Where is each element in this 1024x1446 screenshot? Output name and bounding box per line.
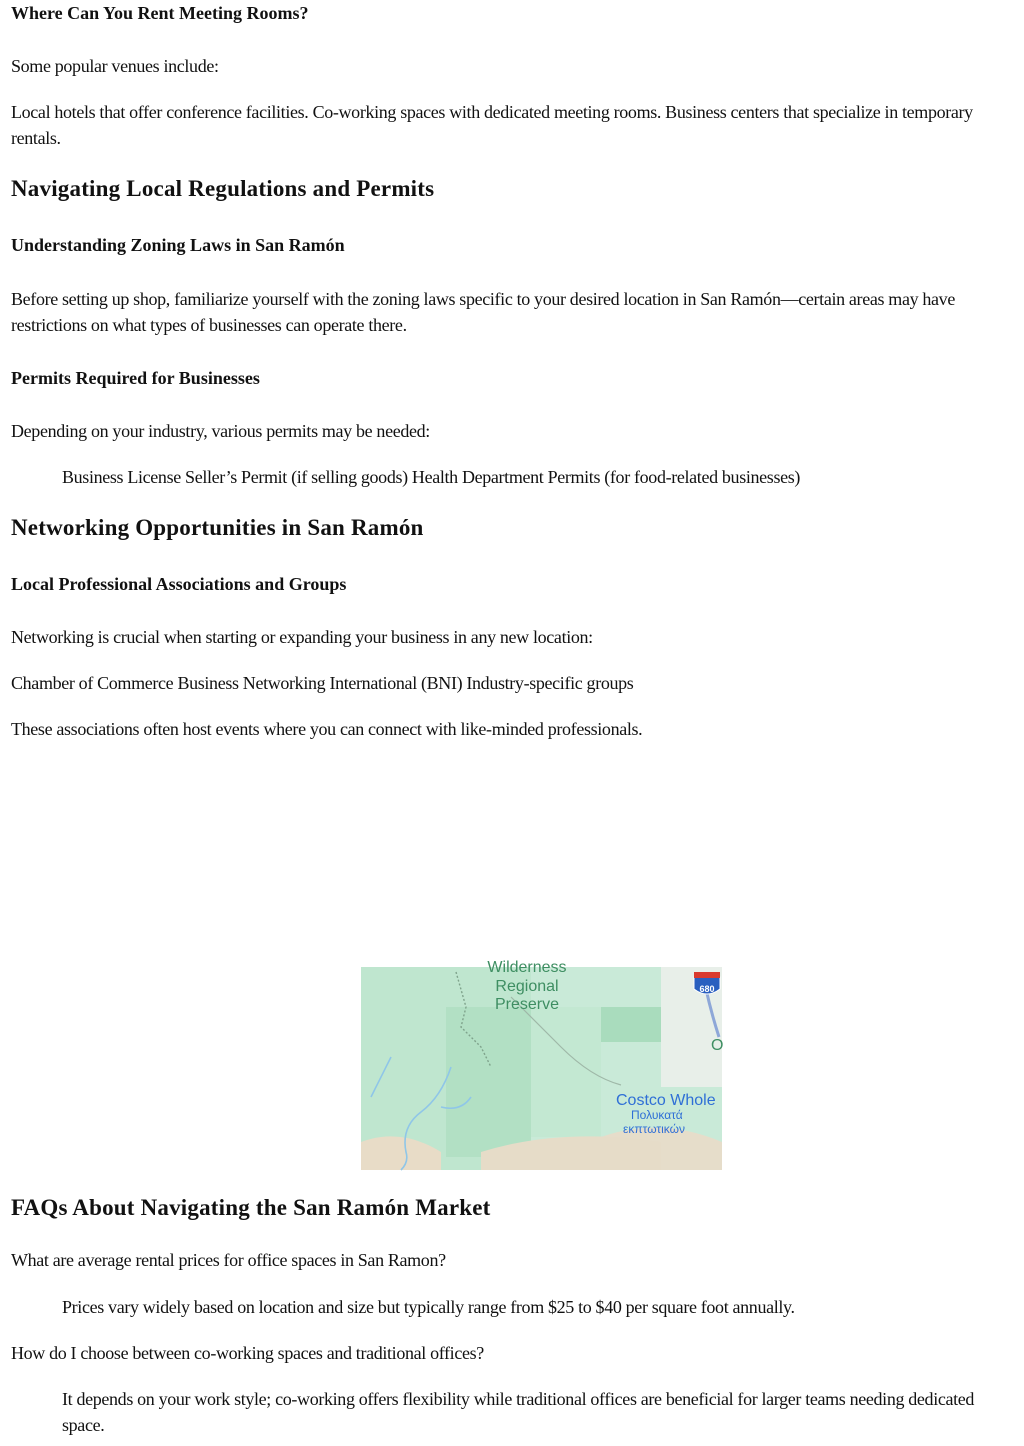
faq-answer-1: Prices vary widely based on location and size but typically range from $25 to $40 per square foot annually. xyxy=(62,1297,795,1317)
zoning-heading: Understanding Zoning Laws in San Ramón xyxy=(11,235,345,255)
embedded-map[interactable] xyxy=(361,959,724,1170)
rent-list: Local hotels that offer conference facilities. Co-working spaces with dedicated meeting rooms. Business centers that specialize in temporary rentals. xyxy=(11,102,973,148)
faq-question-1: What are average rental prices for office spaces in San Ramon? xyxy=(11,1250,446,1270)
map-label-o: O xyxy=(711,1037,724,1054)
associations-heading: Local Professional Associations and Groups xyxy=(11,574,347,594)
rent-heading: Where Can You Rent Meeting Rooms? xyxy=(11,3,309,23)
faq-question-2: How do I choose between co-working spaces and traditional offices? xyxy=(11,1343,484,1363)
permits-list: Business License Seller’s Permit (if selling goods) Health Department Permits (for food-related businesses) xyxy=(62,467,801,487)
highway-shield-label: 680 xyxy=(699,984,715,994)
faq-heading: FAQs About Navigating the San Ramón Market xyxy=(11,1195,491,1220)
permits-intro: Depending on your industry, various permits may be needed: xyxy=(11,421,430,441)
park-area-center xyxy=(446,1007,531,1157)
map-label-regional: Regional xyxy=(495,978,559,995)
regulations-heading: Navigating Local Regulations and Permits xyxy=(11,176,435,201)
park-area-north xyxy=(601,1007,661,1042)
faq-answer-2: It depends on your work style; co-working offers flexibility while traditional offices are beneficial for larger teams needing dedicated space. xyxy=(62,1389,975,1435)
networking-heading: Networking Opportunities in San Ramón xyxy=(11,515,424,540)
park-area-east xyxy=(531,1007,601,1137)
map-label-preserve: Preserve xyxy=(494,996,560,1013)
associations-intro: Networking is crucial when starting or expanding your business in any new location: xyxy=(11,627,593,647)
map-canvas xyxy=(361,959,724,1170)
map-label-greek-2: εκπτωτικών xyxy=(623,1122,686,1136)
permits-heading: Permits Required for Businesses xyxy=(11,368,260,388)
map-label-costco: Costco Whole xyxy=(616,1092,716,1109)
highway-shield-icon xyxy=(694,972,720,994)
associations-outro: These associations often host events where you can connect with like-minded professionals. xyxy=(11,719,643,739)
rent-intro: Some popular venues include: xyxy=(11,56,219,76)
map-label-wilderness: Wilderness xyxy=(487,959,567,976)
zoning-text: Before setting up shop, familiarize yourself with the zoning laws specific to your desired location in San Ramón—certain areas may have restrictions on what types of businesses can operate there. xyxy=(11,289,955,335)
map-label-greek-1: Πολυκατά xyxy=(631,1108,683,1122)
associations-list: Chamber of Commerce Business Networking International (BNI) Industry-specific groups xyxy=(11,673,634,693)
